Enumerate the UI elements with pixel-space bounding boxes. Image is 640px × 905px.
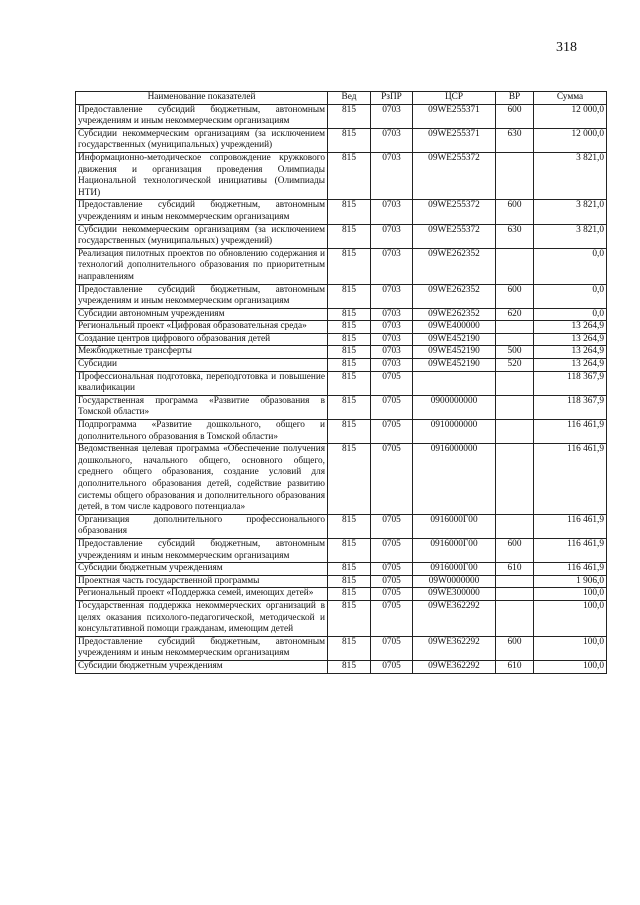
table-row <box>76 588 607 601</box>
table-body <box>76 104 607 673</box>
row-csr: 09W0000000 <box>413 575 496 588</box>
table-row <box>76 152 607 199</box>
row-vr <box>496 321 534 334</box>
row-name: Региональный проект «Цифровая образовательная среда» <box>76 321 328 334</box>
row-name: Предоставление субсидий бюджетным, автономным учреждениям и иным некоммерческим организациям <box>76 284 328 308</box>
row-ved: 815 <box>328 308 371 321</box>
row-rzpr: 0703 <box>371 104 413 128</box>
row-csr <box>413 371 496 395</box>
row-ved: 815 <box>328 563 371 576</box>
row-name: Региональный проект «Поддержка семей, имеющих детей» <box>76 588 328 601</box>
row-ved: 815 <box>328 575 371 588</box>
row-sum: 100,0 <box>534 588 607 601</box>
row-vr: 630 <box>496 128 534 152</box>
row-ved: 815 <box>328 395 371 419</box>
row-sum: 13 264,9 <box>534 359 607 372</box>
table-row <box>76 575 607 588</box>
row-csr: 0916000000 <box>413 444 496 515</box>
row-name: Субсидии бюджетным учреждениям <box>76 563 328 576</box>
row-vr: 630 <box>496 224 534 248</box>
budget-table <box>75 91 607 674</box>
row-name: Предоставление субсидий бюджетным, автономным учреждениям и иным некоммерческим организациям <box>76 538 328 562</box>
row-name: Субсидии автономным учреждениям <box>76 308 328 321</box>
table-row <box>76 333 607 346</box>
row-csr: 09WE255372 <box>413 200 496 224</box>
row-sum: 13 264,9 <box>534 346 607 359</box>
row-csr: 09WE452190 <box>413 359 496 372</box>
table-row <box>76 563 607 576</box>
row-ved: 815 <box>328 371 371 395</box>
row-vr <box>496 420 534 444</box>
row-ved: 815 <box>328 128 371 152</box>
row-vr: 600 <box>496 200 534 224</box>
table-row <box>76 359 607 372</box>
row-rzpr: 0703 <box>371 224 413 248</box>
header-name: Наименование показателей <box>76 92 328 105</box>
row-vr <box>496 248 534 284</box>
row-sum: 118 367,9 <box>534 371 607 395</box>
header-rzpr: РзПР <box>371 92 413 105</box>
row-sum: 116 461,9 <box>534 563 607 576</box>
row-name: Подпрограмма «Развитие дошкольного, общего и дополнительного образования в Томской области» <box>76 420 328 444</box>
row-rzpr: 0703 <box>371 333 413 346</box>
row-name: Создание центров цифрового образования детей <box>76 333 328 346</box>
row-name: Профессиональная подготовка, переподготовка и повышение квалификации <box>76 371 328 395</box>
row-csr: 09WE362292 <box>413 660 496 673</box>
table-row <box>76 284 607 308</box>
row-sum: 116 461,9 <box>534 514 607 538</box>
row-name: Реализация пилотных проектов по обновлению содержания и технологий дополнительного образования по приоритетным направлениям <box>76 248 328 284</box>
row-sum: 118 367,9 <box>534 395 607 419</box>
row-ved: 815 <box>328 444 371 515</box>
row-rzpr: 0705 <box>371 538 413 562</box>
row-name: Субсидии бюджетным учреждениям <box>76 660 328 673</box>
row-vr <box>496 333 534 346</box>
row-sum: 116 461,9 <box>534 444 607 515</box>
row-name: Информационно-методическое сопровождение кружкового движения и организация проведения Олимпиады Национальной технологической инициативы (Олимпиады НТИ) <box>76 152 328 199</box>
table-row <box>76 200 607 224</box>
row-ved: 815 <box>328 359 371 372</box>
row-vr: 500 <box>496 346 534 359</box>
row-rzpr: 0703 <box>371 152 413 199</box>
row-ved: 815 <box>328 588 371 601</box>
row-ved: 815 <box>328 538 371 562</box>
row-vr: 620 <box>496 308 534 321</box>
row-name: Предоставление субсидий бюджетным, автономным учреждениям и иным некоммерческим организациям <box>76 200 328 224</box>
row-vr <box>496 514 534 538</box>
row-rzpr: 0703 <box>371 284 413 308</box>
row-sum: 0,0 <box>534 248 607 284</box>
row-csr: 0900000000 <box>413 395 496 419</box>
row-sum: 0,0 <box>534 308 607 321</box>
row-rzpr: 0705 <box>371 371 413 395</box>
row-sum: 3 821,0 <box>534 152 607 199</box>
row-sum: 3 821,0 <box>534 224 607 248</box>
row-rzpr: 0705 <box>371 420 413 444</box>
row-ved: 815 <box>328 248 371 284</box>
row-name: Предоставление субсидий бюджетным, автономным учреждениям и иным некоммерческим организациям <box>76 104 328 128</box>
row-sum: 12 000,0 <box>534 104 607 128</box>
row-vr: 600 <box>496 538 534 562</box>
row-rzpr: 0703 <box>371 321 413 334</box>
row-ved: 815 <box>328 152 371 199</box>
row-name: Ведомственная целевая программа «Обеспечение получения дошкольного, начального общего, основного общего, среднего общего образования, создание условий для дополнительного образования детей, содействие развитию системы общего образования и дополнительного образования детей, в том числе кадрового потенциала» <box>76 444 328 515</box>
row-csr: 09WE255371 <box>413 128 496 152</box>
row-vr: 520 <box>496 359 534 372</box>
table-row <box>76 371 607 395</box>
row-csr: 09WE262352 <box>413 308 496 321</box>
row-sum: 116 461,9 <box>534 420 607 444</box>
row-ved: 815 <box>328 660 371 673</box>
row-vr <box>496 575 534 588</box>
table-row <box>76 600 607 636</box>
row-csr: 09WE262352 <box>413 284 496 308</box>
row-rzpr: 0703 <box>371 308 413 321</box>
row-csr: 09WE362292 <box>413 636 496 660</box>
row-vr: 610 <box>496 660 534 673</box>
row-rzpr: 0703 <box>371 248 413 284</box>
table-row <box>76 321 607 334</box>
table-row <box>76 224 607 248</box>
row-vr <box>496 371 534 395</box>
row-sum: 1 906,0 <box>534 575 607 588</box>
row-ved: 815 <box>328 321 371 334</box>
table-row <box>76 420 607 444</box>
row-vr <box>496 444 534 515</box>
row-sum: 12 000,0 <box>534 128 607 152</box>
table-row <box>76 636 607 660</box>
row-csr: 09WE400000 <box>413 321 496 334</box>
row-vr: 610 <box>496 563 534 576</box>
row-rzpr: 0705 <box>371 514 413 538</box>
row-rzpr: 0705 <box>371 600 413 636</box>
table-row <box>76 104 607 128</box>
row-csr: 09WE300000 <box>413 588 496 601</box>
row-csr: 0916000Г00 <box>413 514 496 538</box>
header-csr: ЦСР <box>413 92 496 105</box>
row-vr <box>496 588 534 601</box>
table-row <box>76 395 607 419</box>
row-sum: 100,0 <box>534 636 607 660</box>
table-row <box>76 514 607 538</box>
row-csr: 09WE362292 <box>413 600 496 636</box>
row-csr: 09WE255372 <box>413 224 496 248</box>
row-csr: 09WE262352 <box>413 248 496 284</box>
row-vr: 600 <box>496 636 534 660</box>
row-ved: 815 <box>328 636 371 660</box>
header-sum: Сумма <box>534 92 607 105</box>
row-name: Субсидии некоммерческим организациям (за исключением государственных (муниципальных) учреждений) <box>76 224 328 248</box>
row-sum: 0,0 <box>534 284 607 308</box>
row-rzpr: 0705 <box>371 575 413 588</box>
row-vr <box>496 395 534 419</box>
row-ved: 815 <box>328 600 371 636</box>
table-row <box>76 444 607 515</box>
header-ved: Вед <box>328 92 371 105</box>
table-row <box>76 346 607 359</box>
row-rzpr: 0705 <box>371 588 413 601</box>
row-sum: 3 821,0 <box>534 200 607 224</box>
row-rzpr: 0705 <box>371 563 413 576</box>
row-vr: 600 <box>496 104 534 128</box>
row-name: Организация дополнительного профессионального образования <box>76 514 328 538</box>
table-row <box>76 248 607 284</box>
row-name: Предоставление субсидий бюджетным, автономным учреждениям и иным некоммерческим организациям <box>76 636 328 660</box>
table-row <box>76 308 607 321</box>
row-name: Государственная поддержка некоммерческих организаций в целях оказания психолого-педагогической, методической и консультативной помощи гражданам, имеющим детей <box>76 600 328 636</box>
row-csr: 09WE452190 <box>413 346 496 359</box>
row-rzpr: 0703 <box>371 128 413 152</box>
row-ved: 815 <box>328 224 371 248</box>
row-sum: 116 461,9 <box>534 538 607 562</box>
row-rzpr: 0705 <box>371 444 413 515</box>
row-ved: 815 <box>328 514 371 538</box>
table-row <box>76 538 607 562</box>
row-csr: 0916000Г00 <box>413 538 496 562</box>
table-header-row <box>76 92 607 105</box>
row-sum: 13 264,9 <box>534 321 607 334</box>
row-rzpr: 0703 <box>371 200 413 224</box>
row-sum: 100,0 <box>534 660 607 673</box>
row-csr: 09WE452190 <box>413 333 496 346</box>
page-number: 318 <box>556 40 577 55</box>
row-rzpr: 0703 <box>371 359 413 372</box>
row-name: Проектная часть государственной программы <box>76 575 328 588</box>
table-row <box>76 660 607 673</box>
row-ved: 815 <box>328 420 371 444</box>
row-sum: 13 264,9 <box>534 333 607 346</box>
row-sum: 100,0 <box>534 600 607 636</box>
header-vr: ВР <box>496 92 534 105</box>
row-ved: 815 <box>328 333 371 346</box>
row-rzpr: 0703 <box>371 346 413 359</box>
row-csr: 0910000000 <box>413 420 496 444</box>
row-vr: 600 <box>496 284 534 308</box>
row-ved: 815 <box>328 284 371 308</box>
table-row <box>76 128 607 152</box>
row-rzpr: 0705 <box>371 395 413 419</box>
row-vr <box>496 152 534 199</box>
row-ved: 815 <box>328 200 371 224</box>
row-rzpr: 0705 <box>371 660 413 673</box>
row-csr: 09WE255372 <box>413 152 496 199</box>
row-csr: 09WE255371 <box>413 104 496 128</box>
row-ved: 815 <box>328 104 371 128</box>
row-rzpr: 0705 <box>371 636 413 660</box>
row-vr <box>496 600 534 636</box>
row-name: Субсидии <box>76 359 328 372</box>
row-name: Субсидии некоммерческим организациям (за исключением государственных (муниципальных) учреждений) <box>76 128 328 152</box>
row-ved: 815 <box>328 346 371 359</box>
row-name: Межбюджетные трансферты <box>76 346 328 359</box>
row-name: Государственная программа «Развитие образования в Томской области» <box>76 395 328 419</box>
row-csr: 0916000Г00 <box>413 563 496 576</box>
